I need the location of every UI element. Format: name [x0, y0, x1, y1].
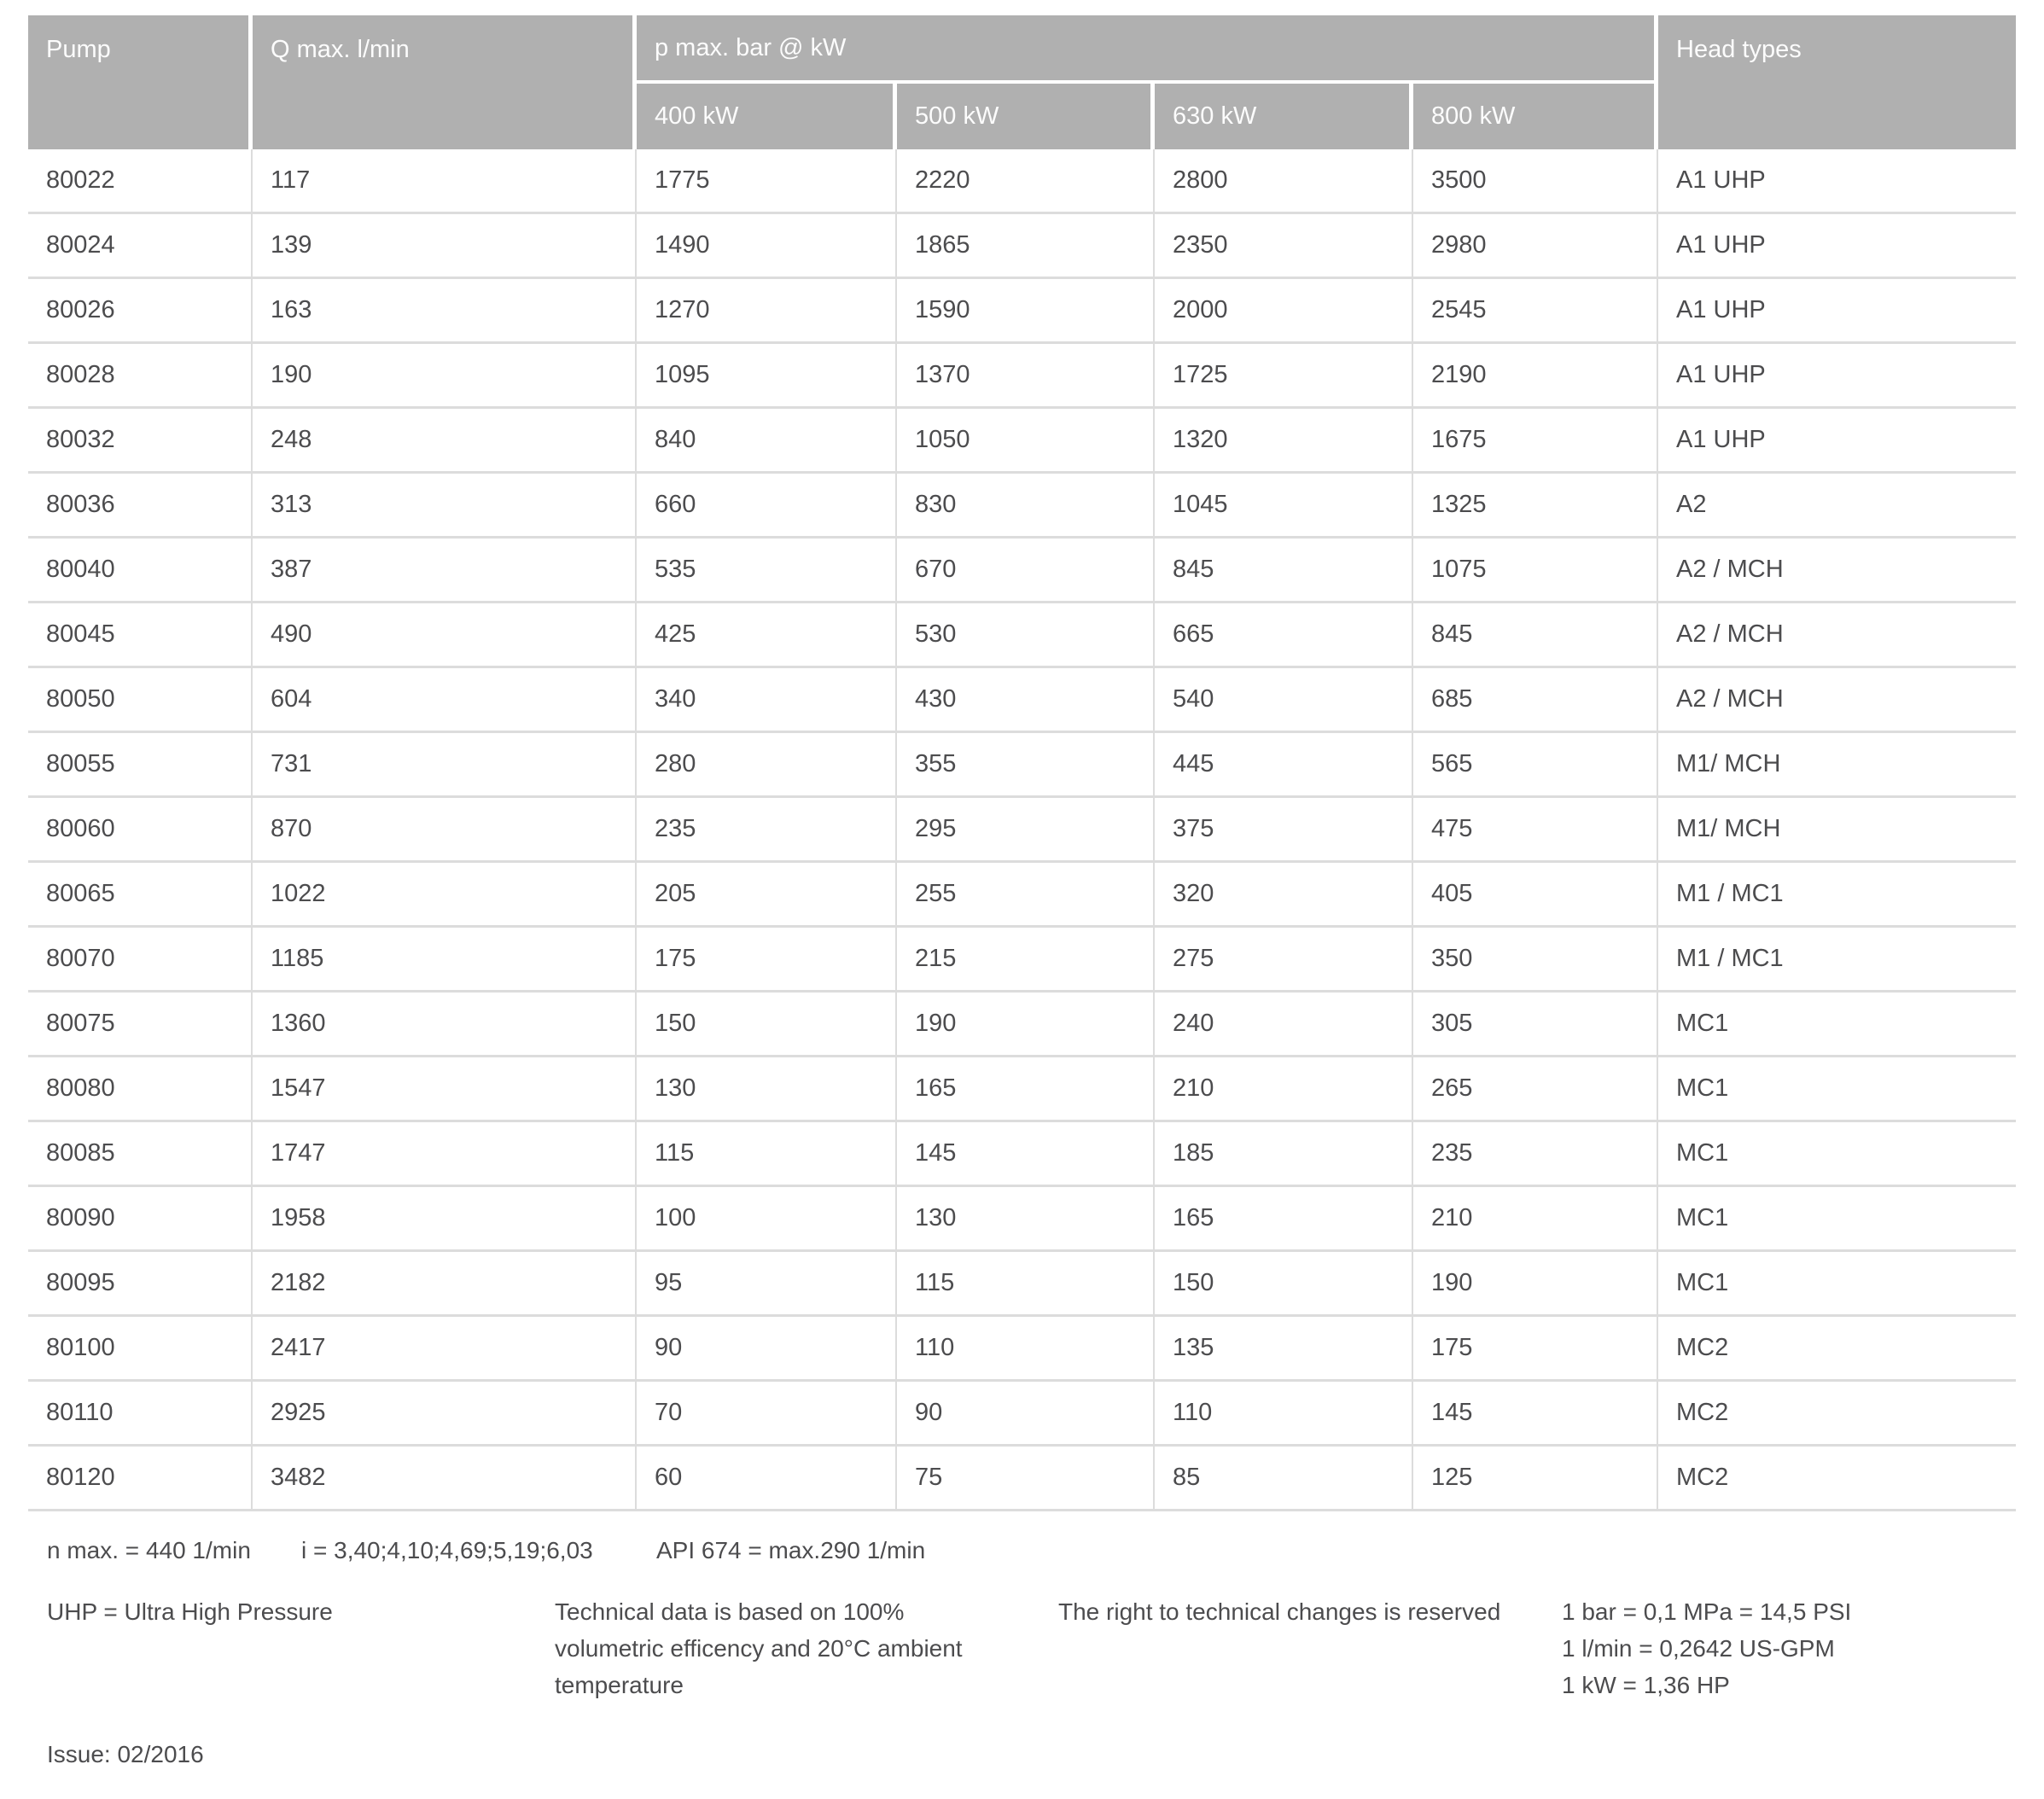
cell-kw-400: 100: [637, 1187, 897, 1252]
table-row: [28, 539, 2016, 603]
cell-kw-400: 175: [637, 928, 897, 993]
cell-kw-400: 235: [637, 798, 897, 863]
cell-q-max: 604: [253, 668, 637, 733]
cell-pump: 80026: [28, 279, 253, 344]
table-row: [28, 474, 2016, 539]
cell-head: A1 UHP: [1658, 409, 2016, 474]
cell-kw-400: 130: [637, 1057, 897, 1122]
cell-kw-800: 350: [1413, 928, 1658, 993]
footnote-line-limits: [47, 1534, 2016, 1568]
cell-kw-400: 425: [637, 603, 897, 668]
cell-pump: 80065: [28, 863, 253, 928]
cell-q-max: 1185: [253, 928, 637, 993]
header-row-main: [28, 15, 2016, 84]
cell-kw-630: 185: [1155, 1122, 1413, 1187]
cell-head: A1 UHP: [1658, 344, 2016, 409]
cell-pump: 80060: [28, 798, 253, 863]
cell-head: A1 UHP: [1658, 279, 2016, 344]
cell-q-max: 3482: [253, 1447, 637, 1511]
cell-pump: 80028: [28, 344, 253, 409]
cell-pump: 80080: [28, 1057, 253, 1122]
cell-kw-630: 210: [1155, 1057, 1413, 1122]
cell-q-max: 2925: [253, 1382, 637, 1447]
cell-head: M1/ MCH: [1658, 798, 2016, 863]
table-row: [28, 1317, 2016, 1382]
cell-kw-400: 115: [637, 1122, 897, 1187]
cell-head: MC1: [1658, 1187, 2016, 1252]
cell-kw-800: 210: [1413, 1187, 1658, 1252]
cell-kw-800: 190: [1413, 1252, 1658, 1317]
table-row: [28, 1122, 2016, 1187]
cell-q-max: 1747: [253, 1122, 637, 1187]
cell-head: A1 UHP: [1658, 214, 2016, 279]
cell-q-max: 1547: [253, 1057, 637, 1122]
table-row: [28, 1057, 2016, 1122]
cell-kw-400: 1095: [637, 344, 897, 409]
table-row: [28, 733, 2016, 798]
table-row: [28, 344, 2016, 409]
cell-head: M1/ MCH: [1658, 733, 2016, 798]
cell-q-max: 2417: [253, 1317, 637, 1382]
cell-pump: 80045: [28, 603, 253, 668]
cell-head: MC1: [1658, 1057, 2016, 1122]
cell-kw-800: 1325: [1413, 474, 1658, 539]
table-header: [28, 15, 2016, 149]
cell-kw-630: 110: [1155, 1382, 1413, 1447]
cell-head: A1 UHP: [1658, 149, 2016, 214]
cell-q-max: 870: [253, 798, 637, 863]
table-row: [28, 149, 2016, 214]
table-row: [28, 668, 2016, 733]
cell-kw-400: 840: [637, 409, 897, 474]
table-row: [28, 798, 2016, 863]
cell-kw-630: 1320: [1155, 409, 1413, 474]
cell-kw-800: 265: [1413, 1057, 1658, 1122]
cell-pump: 80040: [28, 539, 253, 603]
cell-pump: 80070: [28, 928, 253, 993]
cell-head: M1 / MC1: [1658, 928, 2016, 993]
cell-kw-500: 1050: [897, 409, 1155, 474]
cell-kw-630: 275: [1155, 928, 1413, 993]
cell-kw-500: 255: [897, 863, 1155, 928]
col-header-400kw: 400 kW: [637, 84, 897, 149]
cell-kw-500: 355: [897, 733, 1155, 798]
cell-kw-630: 665: [1155, 603, 1413, 668]
footnote-technical-basis: [555, 1593, 1058, 1703]
cell-q-max: 163: [253, 279, 637, 344]
table-row: [28, 603, 2016, 668]
cell-head: A2 / MCH: [1658, 668, 2016, 733]
cell-kw-630: 85: [1155, 1447, 1413, 1511]
cell-pump: 80085: [28, 1122, 253, 1187]
cell-kw-500: 115: [897, 1252, 1155, 1317]
cell-pump: 80024: [28, 214, 253, 279]
cell-kw-400: 70: [637, 1382, 897, 1447]
col-header-qmax: Q max. l/min: [253, 15, 637, 149]
cell-kw-800: 125: [1413, 1447, 1658, 1511]
cell-kw-400: 1270: [637, 279, 897, 344]
table-row: [28, 279, 2016, 344]
cell-pump: 80075: [28, 993, 253, 1057]
cell-kw-400: 280: [637, 733, 897, 798]
cell-head: MC2: [1658, 1317, 2016, 1382]
cell-kw-630: 375: [1155, 798, 1413, 863]
cell-q-max: 1958: [253, 1187, 637, 1252]
cell-kw-800: 685: [1413, 668, 1658, 733]
cell-kw-500: 670: [897, 539, 1155, 603]
cell-kw-500: 2220: [897, 149, 1155, 214]
cell-kw-500: 130: [897, 1187, 1155, 1252]
cell-pump: 80050: [28, 668, 253, 733]
footnote-unit-conversions: [1562, 1593, 2016, 1703]
table-row: [28, 1447, 2016, 1511]
cell-kw-630: 150: [1155, 1252, 1413, 1317]
col-header-pmax: p max. bar @ kW: [637, 15, 1658, 84]
cell-kw-800: 565: [1413, 733, 1658, 798]
footnote-rights-reserved: The right to technical changes is reserved: [1058, 1598, 1501, 1625]
col-header-630kw: 630 kW: [1155, 84, 1413, 149]
cell-kw-800: 405: [1413, 863, 1658, 928]
cell-kw-400: 1775: [637, 149, 897, 214]
cell-kw-400: 205: [637, 863, 897, 928]
cell-q-max: 139: [253, 214, 637, 279]
cell-kw-500: 1370: [897, 344, 1155, 409]
cell-kw-800: 3500: [1413, 149, 1658, 214]
footnote-conversion-line: 1 kW = 1,36 HP: [1562, 1672, 1730, 1698]
cell-pump: 80120: [28, 1447, 253, 1511]
table-body: [28, 149, 2016, 1511]
cell-kw-500: 530: [897, 603, 1155, 668]
cell-kw-400: 535: [637, 539, 897, 603]
cell-q-max: 731: [253, 733, 637, 798]
table-row: [28, 409, 2016, 474]
cell-head: MC1: [1658, 993, 2016, 1057]
pump-specs-table: [28, 15, 2016, 1511]
cell-head: MC2: [1658, 1447, 2016, 1511]
table-row: [28, 1382, 2016, 1447]
cell-kw-800: 1075: [1413, 539, 1658, 603]
table-row: [28, 993, 2016, 1057]
cell-kw-500: 1590: [897, 279, 1155, 344]
cell-kw-400: 1490: [637, 214, 897, 279]
cell-q-max: 1360: [253, 993, 637, 1057]
cell-kw-500: 430: [897, 668, 1155, 733]
cell-head: A2 / MCH: [1658, 603, 2016, 668]
table-row: [28, 1252, 2016, 1317]
cell-q-max: 248: [253, 409, 637, 474]
footnote-n-max: n max. = 440 1/min: [47, 1537, 251, 1563]
footnote-conversion-line: 1 bar = 0,1 MPa = 14,5 PSI: [1562, 1598, 1852, 1625]
issue-date: Issue: 02/2016: [47, 1741, 204, 1767]
cell-pump: 80090: [28, 1187, 253, 1252]
cell-kw-630: 2000: [1155, 279, 1413, 344]
cell-kw-500: 190: [897, 993, 1155, 1057]
col-header-head-types: Head types: [1658, 15, 2016, 149]
cell-pump: 80032: [28, 409, 253, 474]
cell-kw-400: 150: [637, 993, 897, 1057]
cell-kw-500: 110: [897, 1317, 1155, 1382]
cell-kw-630: 135: [1155, 1317, 1413, 1382]
cell-q-max: 387: [253, 539, 637, 603]
footnote-api: API 674 = max.290 1/min: [656, 1537, 926, 1563]
col-header-pump: Pump: [28, 15, 253, 149]
cell-pump: 80110: [28, 1382, 253, 1447]
cell-kw-630: 320: [1155, 863, 1413, 928]
table-row: [28, 1187, 2016, 1252]
cell-kw-800: 2980: [1413, 214, 1658, 279]
cell-kw-500: 145: [897, 1122, 1155, 1187]
footnote-technical-line: temperature: [555, 1672, 684, 1698]
cell-kw-800: 475: [1413, 798, 1658, 863]
cell-kw-500: 295: [897, 798, 1155, 863]
cell-kw-800: 175: [1413, 1317, 1658, 1382]
col-header-500kw: 500 kW: [897, 84, 1155, 149]
cell-kw-630: 845: [1155, 539, 1413, 603]
cell-pump: 80095: [28, 1252, 253, 1317]
footnote-technical-line: volumetric efficency and 20°C ambient: [555, 1635, 963, 1662]
cell-kw-800: 1675: [1413, 409, 1658, 474]
cell-head: A2: [1658, 474, 2016, 539]
cell-kw-800: 845: [1413, 603, 1658, 668]
footnote-uhp: UHP = Ultra High Pressure: [47, 1598, 333, 1625]
cell-head: MC1: [1658, 1252, 2016, 1317]
footnotes: [28, 1534, 2016, 1772]
cell-kw-630: 1725: [1155, 344, 1413, 409]
cell-head: MC2: [1658, 1382, 2016, 1447]
cell-q-max: 313: [253, 474, 637, 539]
cell-q-max: 2182: [253, 1252, 637, 1317]
cell-kw-500: 1865: [897, 214, 1155, 279]
footnote-conversion-line: 1 l/min = 0,2642 US-GPM: [1562, 1635, 1835, 1662]
cell-kw-400: 340: [637, 668, 897, 733]
cell-kw-630: 1045: [1155, 474, 1413, 539]
table-row: [28, 863, 2016, 928]
cell-kw-400: 95: [637, 1252, 897, 1317]
cell-kw-800: 2190: [1413, 344, 1658, 409]
table-row: [28, 214, 2016, 279]
cell-pump: 80036: [28, 474, 253, 539]
cell-pump: 80055: [28, 733, 253, 798]
cell-kw-630: 540: [1155, 668, 1413, 733]
cell-kw-630: 2800: [1155, 149, 1413, 214]
cell-q-max: 190: [253, 344, 637, 409]
cell-kw-400: 660: [637, 474, 897, 539]
footnote-block: [47, 1593, 2016, 1703]
cell-kw-800: 235: [1413, 1122, 1658, 1187]
cell-kw-500: 215: [897, 928, 1155, 993]
cell-q-max: 117: [253, 149, 637, 214]
cell-kw-630: 240: [1155, 993, 1413, 1057]
col-header-800kw: 800 kW: [1413, 84, 1658, 149]
cell-q-max: 1022: [253, 863, 637, 928]
table-row: [28, 928, 2016, 993]
cell-kw-400: 90: [637, 1317, 897, 1382]
cell-kw-630: 445: [1155, 733, 1413, 798]
cell-kw-400: 60: [637, 1447, 897, 1511]
cell-q-max: 490: [253, 603, 637, 668]
footnote-technical-line: Technical data is based on 100%: [555, 1598, 905, 1625]
cell-kw-800: 305: [1413, 993, 1658, 1057]
cell-head: A2 / MCH: [1658, 539, 2016, 603]
cell-head: M1 / MC1: [1658, 863, 2016, 928]
cell-kw-630: 165: [1155, 1187, 1413, 1252]
footnote-i-ratios: i = 3,40;4,10;4,69;5,19;6,03: [301, 1537, 593, 1563]
cell-kw-500: 90: [897, 1382, 1155, 1447]
cell-pump: 80100: [28, 1317, 253, 1382]
cell-kw-630: 2350: [1155, 214, 1413, 279]
cell-kw-500: 75: [897, 1447, 1155, 1511]
cell-kw-500: 830: [897, 474, 1155, 539]
cell-kw-800: 2545: [1413, 279, 1658, 344]
cell-kw-800: 145: [1413, 1382, 1658, 1447]
cell-pump: 80022: [28, 149, 253, 214]
cell-head: MC1: [1658, 1122, 2016, 1187]
cell-kw-500: 165: [897, 1057, 1155, 1122]
